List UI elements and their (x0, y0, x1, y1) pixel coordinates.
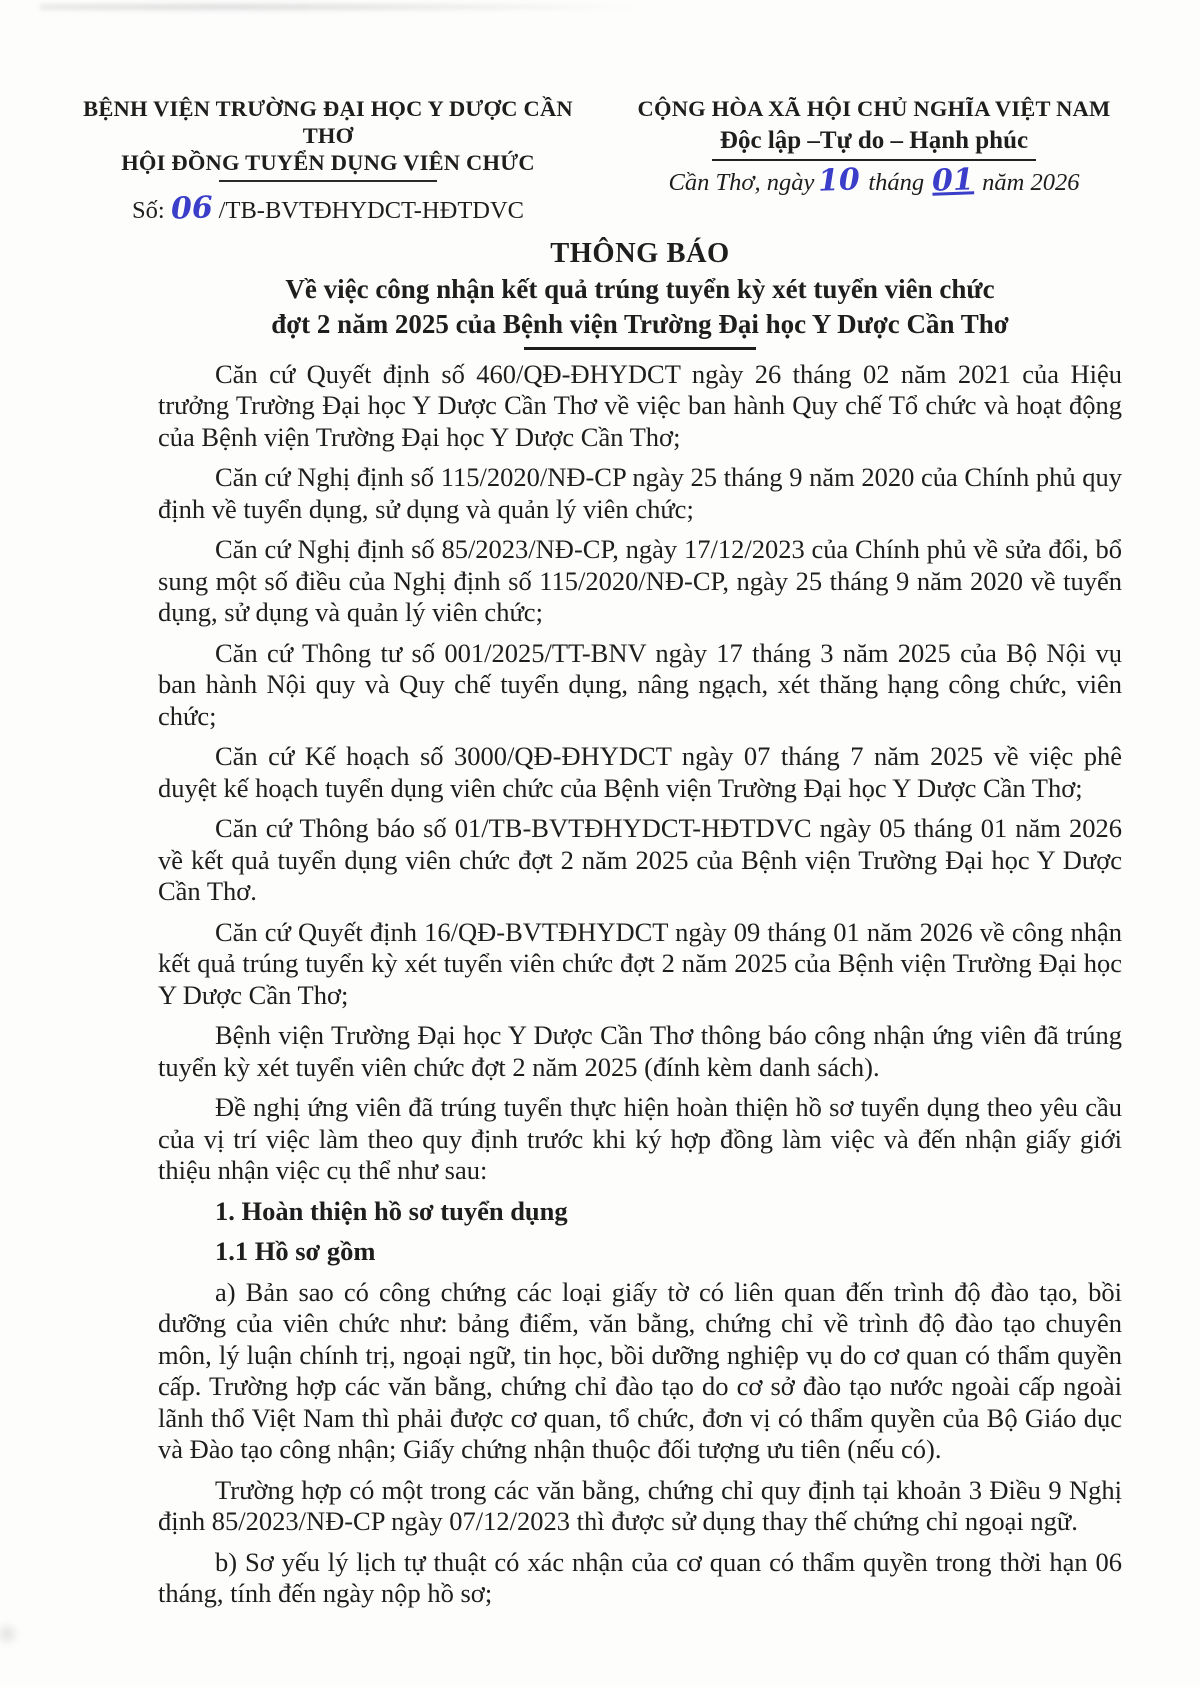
legal-basis-notice-01: Căn cứ Thông báo số 01/TB-BVTĐHYDCT-HĐTDVC ngày 05 tháng 01 năm 2026 về kết quả tuyển dụng viên chức đợt 2 năm 2025 của Bệnh viện Trường Đại học Y Dược Cần Thơ. (158, 813, 1122, 906)
document-body (158, 359, 1122, 1610)
place-date-line (598, 162, 1150, 200)
legal-basis-circular-001: Căn cứ Thông tư số 001/2025/TT-BNV ngày 17 tháng 3 năm 2025 của Bộ Nội vụ ban hành Nội quy và Quy chế tuyển dụng, nâng ngạch, xét thăng hạng công chức, viên chức; (158, 637, 1122, 731)
legal-basis-decision-16: Căn cứ Quyết định 16/QĐ-BVTĐHYDCT ngày 09 tháng 01 năm 2026 về công nhận kết quả trúng tuyển kỳ xét tuyển viên chức đợt 2 năm 2025 của Bệnh viện Trường Đại học Y Dược Cần Thơ; (158, 916, 1122, 1010)
scan-artifact-top (40, 2, 660, 12)
legal-basis-decree-85: Căn cứ Nghị định số 85/2023/NĐ-CP, ngày 17/12/2023 của Chính phủ về sửa đổi, bổ sung một số điều của Nghị định số 115/2020/NĐ-CP, ngày 25 tháng 9 năm 2020 về tuyển dụng, sử dụng và quản lý viên chức; (158, 534, 1122, 627)
national-motto: Độc lập –Tự do – Hạnh phúc (712, 125, 1036, 161)
document-header (0, 0, 1200, 228)
national-title: CỘNG HÒA XÃ HỘI CHỦ NGHĨA VIỆT NAM (637, 96, 1111, 121)
document-number-handwritten: 06 (170, 190, 214, 227)
hospital-name: BỆNH VIỆN TRƯỜNG ĐẠI HỌC Y DƯỢC CẦN THƠ (83, 96, 573, 148)
date-suffix: năm 2026 (982, 169, 1080, 196)
date-month-handwritten: 01 (931, 162, 975, 199)
legal-basis-decree-115: Căn cứ Nghị định số 115/2020/NĐ-CP ngày 25 tháng 9 năm 2020 của Chính phủ quy định về tuyển dụng, sử dụng và quản lý viên chức; (158, 462, 1122, 524)
document-subject-line-1: Về việc công nhận kết quả trúng tuyển kỳ xét tuyển viên chức (285, 274, 995, 304)
section-1-heading: 1. Hoàn thiện hồ sơ tuyển dụng (215, 1195, 568, 1226)
date-day-handwritten: 10 (817, 162, 861, 199)
document-title-block (0, 236, 1200, 350)
document-number-symbol: /TB-BVTĐHYDCT-HĐTDVC (218, 197, 525, 224)
certificate-substitution-paragraph: Trường hợp có một trong các văn bằng, chứng chỉ quy định tại khoản 3 Điều 9 Nghị định 85/2023/NĐ-CP ngày 07/12/2023 thì được sử dụng thay thế chứng chỉ ngoại ngữ. (158, 1474, 1122, 1536)
document-number-line (58, 190, 598, 228)
scan-artifact-bottom (0, 1621, 20, 1647)
legal-basis-decision-460: Căn cứ Quyết định số 460/QĐ-ĐHYDCT ngày 26 tháng 02 năm 2021 của Hiệu trưởng Trường Đại học Y Dược Cần Thơ về việc ban hành Quy chế Tổ chức và hoạt động của Bệnh viện Trường Đại học Y Dược Cần Thơ; (158, 358, 1122, 452)
announcement-paragraph: Bệnh viện Trường Đại học Y Dược Cần Thơ thông báo công nhận ứng viên đã trúng tuyển kỳ xét tuyển viên chức đợt 2 năm 2025 (đính kèm danh sách). (158, 1020, 1122, 1082)
date-prefix: Cần Thơ, ngày (668, 169, 815, 196)
request-paragraph: Đề nghị ứng viên đã trúng tuyển thực hiện hoàn thiện hồ sơ tuyển dụng theo yêu cầu của vị trí việc làm theo quy định trước khi ký hợp đồng làm việc và đến nhận giấy giới thiệu nhận việc cụ thể như sau: (158, 1092, 1122, 1185)
document-subject-line-2: đợt 2 năm 2025 của Bệnh viện Trường Đại học Y Dược Cần Thơ (271, 309, 1009, 339)
date-mid: tháng (868, 169, 925, 196)
council-name-underline (219, 180, 437, 182)
document-number-label: Số: (131, 197, 165, 224)
document-type-title: THÔNG BÁO (550, 238, 730, 269)
dossier-item-b: b) Sơ yếu lý lịch tự thuật có xác nhận của cơ quan có thẩm quyền trong thời hạn 06 tháng, tính đến ngày nộp hồ sơ; (158, 1546, 1122, 1608)
dossier-item-a: a) Bản sao có công chứng các loại giấy tờ có liên quan đến trình độ đào tạo, bồi dưỡng của viên chức như: bảng điểm, văn bằng, chứng chỉ về trình độ đào tạo chuyên môn, lý luận chính trị, ngoại ngữ, tin học, bồi dưỡng nghiệp vụ do cơ quan có thẩm quyền cấp. Trường hợp các văn bằng, chứng chỉ đào tạo do cơ sở đào tạo nước ngoài cấp ngoài lãnh thổ Việt Nam thì phải được cơ quan, tổ chức, đơn vị có thẩm quyền của Bộ Giáo dục và Đào tạo công nhận; Giấy chứng nhận thuộc đối tượng ưu tiên (nếu có). (158, 1276, 1122, 1464)
council-name: HỘI ĐỒNG TUYỂN DỤNG VIÊN CHỨC (121, 150, 535, 175)
title-separator-rule (524, 347, 756, 350)
national-header-block (598, 95, 1150, 228)
section-1-1-heading: 1.1 Hồ sơ gồm (215, 1236, 376, 1266)
legal-basis-plan-3000: Căn cứ Kế hoạch số 3000/QĐ-ĐHYDCT ngày 07 tháng 7 năm 2025 về việc phê duyệt kế hoạch tuyển dụng viên chức của Bệnh viện Trường Đại học Y Dược Cần Thơ; (158, 741, 1122, 803)
issuing-authority-block (58, 95, 598, 228)
